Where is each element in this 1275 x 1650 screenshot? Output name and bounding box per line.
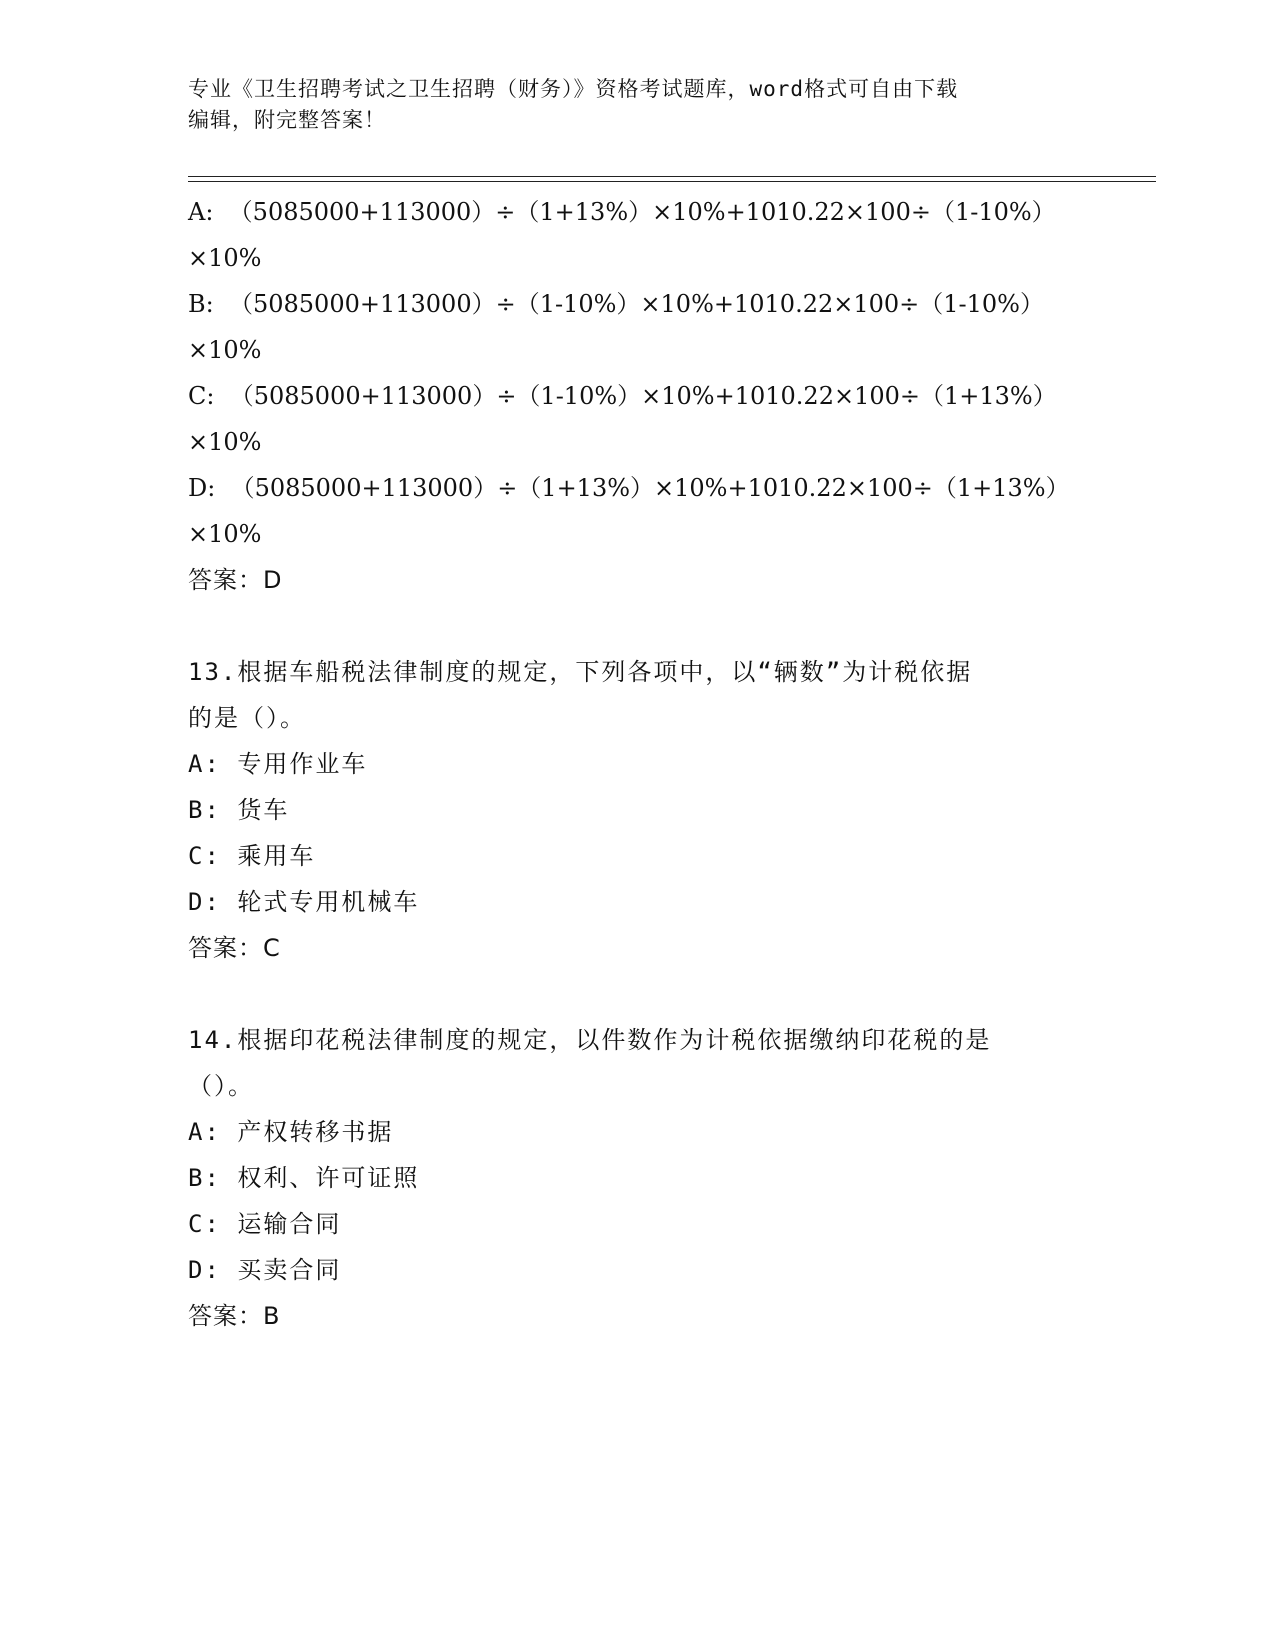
q14-stem-line-1: 14.根据印花税法律制度的规定，以件数作为计税依据缴纳印花税的是 — [188, 1026, 992, 1054]
q13-option-c: C: 乘用车 — [188, 842, 316, 870]
question-12 — [188, 189, 1088, 603]
header-line-1: 专业《卫生招聘考试之卫生招聘（财务）》资格考试题库，word格式可自由下载 — [188, 77, 959, 101]
document-header — [188, 74, 1068, 136]
q13-option-d: D: 轮式专用机械车 — [188, 888, 420, 916]
header-rule-bottom — [188, 181, 1156, 182]
q12-option-c-line-1: C: （5085000+113000）÷（1-10%）×10%+1010.22×100÷（1+13%） — [188, 382, 1057, 410]
q12-option-d-line-1: D: （5085000+113000）÷（1+13%）×10%+1010.22×100÷（1+13%） — [188, 474, 1070, 502]
q13-option-b: B: 货车 — [188, 796, 290, 824]
header-line-2: 编辑，附完整答案！ — [188, 108, 386, 132]
q14-option-b: B: 权利、许可证照 — [188, 1164, 420, 1192]
q14-option-c: C: 运输合同 — [188, 1210, 342, 1238]
q13-stem-line-1: 13.根据车船税法律制度的规定，下列各项中，以“辆数”为计税依据 — [188, 658, 973, 686]
question-content — [188, 189, 1088, 1339]
q14-option-d: D: 买卖合同 — [188, 1256, 342, 1284]
q12-option-c-line-2: ×10% — [188, 428, 262, 456]
q12-option-b-line-1: B: （5085000+113000）÷（1-10%）×10%+1010.22×100÷（1-10%） — [188, 290, 1044, 318]
q12-answer: 答案：D — [188, 566, 283, 594]
q13-stem-line-2: 的是（）。 — [188, 704, 306, 732]
q13-option-a: A: 专用作业车 — [188, 750, 368, 778]
q14-answer: 答案：B — [188, 1302, 281, 1330]
q12-option-b-line-2: ×10% — [188, 336, 262, 364]
q12-option-a-line-1: A: （5085000+113000）÷（1+13%）×10%+1010.22×100÷（1-10%） — [188, 198, 1056, 226]
question-14 — [188, 1017, 1088, 1339]
q12-option-a-line-2: ×10% — [188, 244, 262, 272]
q13-answer: 答案：C — [188, 934, 281, 962]
q12-option-d-line-2: ×10% — [188, 520, 262, 548]
q14-option-a: A: 产权转移书据 — [188, 1118, 394, 1146]
q14-stem-line-2: （）。 — [188, 1072, 254, 1100]
question-13 — [188, 649, 1088, 971]
header-rule-top — [188, 176, 1156, 177]
